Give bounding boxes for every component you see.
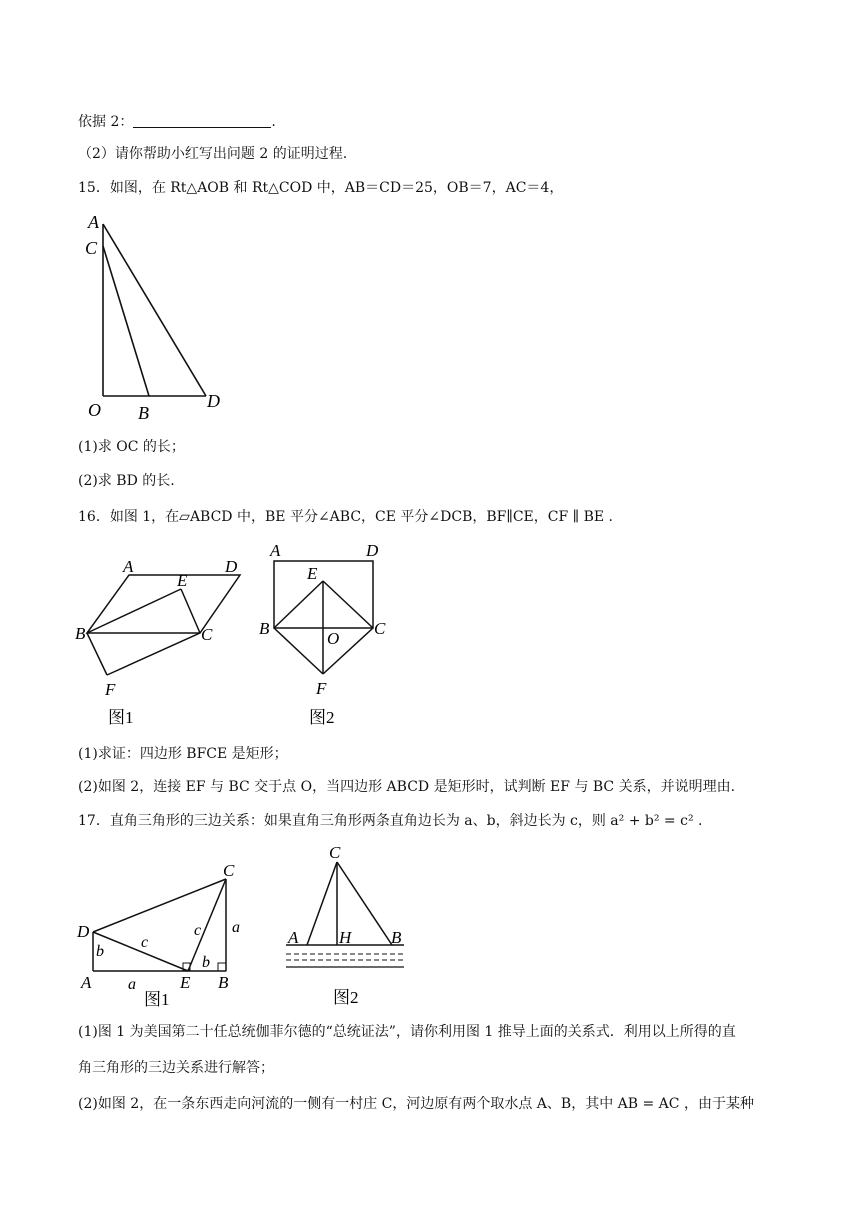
label-a-right: a <box>232 919 240 936</box>
q17-part2: (2)如图 2，在一条东西走向河流的一侧有一村庄 C，河边原有两个取水点 A、B，其中 AB = AC ，由于某种 <box>78 1096 754 1112</box>
label-F: F <box>316 679 327 698</box>
q15-text: 15．如图，在 Rt△AOB 和 Rt△COD 中，AB＝CD＝25，OB＝7，AC＝4， <box>78 180 564 196</box>
q15-part2: (2)求 BD 的长. <box>78 473 175 489</box>
label-A: A <box>288 928 299 947</box>
label-B: B <box>391 928 402 947</box>
label-E: E <box>180 973 191 992</box>
label-D: D <box>77 922 90 941</box>
q16-part1: (1)求证：四边形 BFCE 是矩形； <box>78 746 288 762</box>
basis2-label: 依据 2： <box>78 114 134 130</box>
q16-part2: (2)如图 2，连接 EF 与 BC 交于点 O，当四边形 ABCD 是矩形时，试判断 EF 与 BC 关系，并说明理由. <box>78 779 736 795</box>
answer-blank[interactable] <box>133 113 271 128</box>
fig2-caption: 图2 <box>309 708 335 727</box>
label-a-bottom: a <box>128 976 136 993</box>
q16-figure-2 <box>254 540 404 730</box>
q15-part1: (1)求 OC 的长； <box>78 439 185 455</box>
q17-figure-2 <box>282 840 412 1015</box>
label-H: H <box>339 928 352 947</box>
label-E: E <box>177 571 188 590</box>
q16-figure-1 <box>74 552 254 732</box>
label-C: C <box>223 861 235 880</box>
q17-figure-1 <box>76 852 256 1014</box>
q17-part1-line2: 角三角形的三边关系进行解答； <box>78 1060 274 1076</box>
label-B: B <box>75 624 86 643</box>
label-E: E <box>307 564 318 583</box>
label-B: B <box>138 403 149 423</box>
q14-part2: （2）请你帮助小红写出问题 2 的证明过程. <box>78 146 348 162</box>
label-D: D <box>207 391 220 411</box>
label-B: B <box>218 973 229 992</box>
label-C: C <box>329 843 341 862</box>
label-c-lower: c <box>141 934 149 951</box>
label-F: F <box>105 680 116 699</box>
label-C: C <box>201 625 213 644</box>
label-A: A <box>123 557 134 576</box>
label-D: D <box>225 557 238 576</box>
label-c-right: c <box>194 922 202 939</box>
fig2-caption: 图2 <box>333 988 359 1007</box>
q15-figure <box>80 210 240 425</box>
label-b-left: b <box>96 943 104 960</box>
label-D: D <box>366 541 379 560</box>
label-C: C <box>374 619 386 638</box>
label-A: A <box>88 212 99 232</box>
label-A: A <box>270 541 281 560</box>
label-B: B <box>259 619 270 638</box>
basis2-end: . <box>271 114 276 130</box>
label-O: O <box>327 629 340 648</box>
label-A: A <box>81 973 92 992</box>
basis2-line <box>78 112 276 132</box>
label-C: C <box>85 238 98 258</box>
fig1-caption: 图1 <box>108 708 134 727</box>
q17-part1-line1: (1)图 1 为美国第二十任总统伽菲尔德的“总统证法”，请你利用图 1 推导上面的关系式．利用以上所得的直 <box>78 1024 736 1040</box>
q17-text: 17．直角三角形的三边关系：如果直角三角形两条直角边长为 a、b，斜边长为 c，则 a² + b² = c² . <box>78 813 703 829</box>
label-O: O <box>88 400 101 420</box>
label-b-bottom: b <box>202 954 210 971</box>
q16-text: 16．如图 1，在▱ABCD 中，BE 平分∠ABC，CE 平分∠DCB，BF∥CE，CF ∥ BE . <box>78 509 613 525</box>
fig1-caption: 图1 <box>144 990 170 1009</box>
